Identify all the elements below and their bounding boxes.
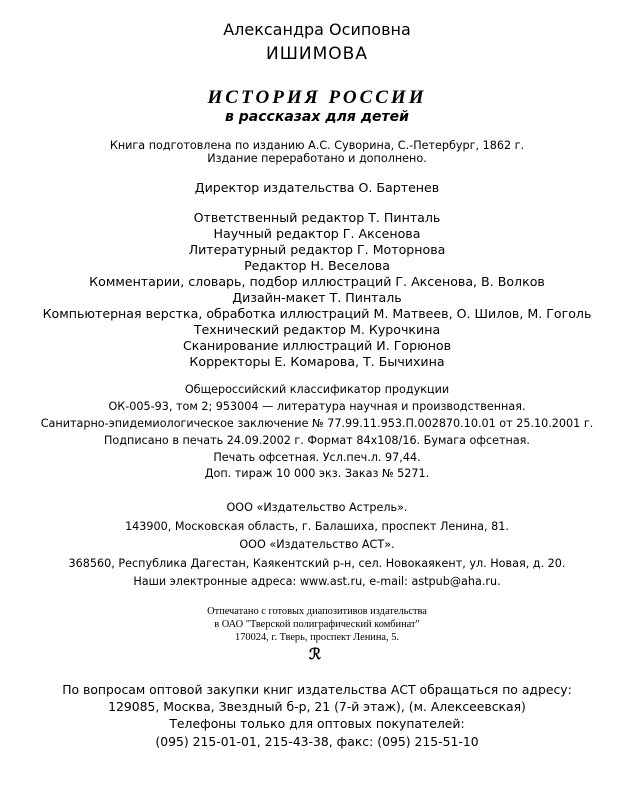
classification-line: Печать офсетная. Усл.печ.л. 97,44. [213,451,421,464]
staff-credit: Литературный редактор Г. Моторнова [188,242,446,257]
printing-line: 170024, г. Тверь, проспект Ленина, 5. [235,632,399,643]
staff-credit: Корректоры Е. Комарова, Т. Бычихина [189,354,445,369]
printing-line: в ОАО "Тверской полиграфический комбинат" [214,619,420,630]
staff-credit: Редактор Н. Веселова [244,258,390,273]
publisher-line: ООО «Издательство Астрель». [226,501,408,514]
wholesale-line: По вопросам оптовой закупки книг издательства АСТ обращаться по адресу: [62,682,572,697]
printing-line: Отпечатано с готовых диапозитивов издательства [207,606,427,617]
staff-credit: Ответственный редактор Т. Пинталь [193,210,441,225]
author-surname: ИШИМОВА [266,44,368,64]
staff-credit: Сканирование иллюстраций И. Горюнов [182,338,452,353]
edition-note-line: Книга подготовлена по изданию А.С. Суворина, С.-Петербург, 1862 г. [109,139,525,152]
publisher-line: 368560, Республика Дагестан, Каякентский р-н, сел. Новокаякент, ул. Новая, д. 20. [68,557,566,570]
wholesale-line: Телефоны только для оптовых покупателей: [169,716,465,731]
classification-line: Доп. тираж 10 000 экз. Заказ № 5271. [204,467,430,480]
classification-line: Общероссийский классификатор продукции [184,383,450,396]
classification-line: Санитарно-эпидемиологическое заключение № 77.99.11.953.П.002870.10.01 от 25.10.2001 г. [40,417,594,430]
publisher-line: ООО «Издательство АСТ». [239,538,395,551]
staff-credit: Технический редактор М. Курочкина [193,322,441,337]
staff-credit: Научный редактор Г. Аксенова [213,226,421,241]
wholesale-line: 129085, Москва, Звездный б-р, 21 (7-й этаж), (м. Алексеевская) [108,699,526,714]
staff-credit: Компьютерная верстка, обработка иллюстраций М. Матвеев, О. Шилов, М. Гоголь [42,306,592,321]
book-subtitle: в рассказах для детей [225,109,409,125]
publisher-line: Наши электронные адреса: www.ast.ru, e-mail: astpub@aha.ru. [133,575,501,588]
edition-note-line: Издание переработано и дополнено. [207,152,427,165]
book-title: ИСТОРИЯ РОССИИ [207,87,427,108]
wholesale-phones: (095) 215-01-01, 215-43-38, факс: (095) 215-51-10 [155,734,479,749]
director-credit: Директор издательства О. Бартенев [194,180,440,195]
publisher-line: 143900, Московская область, г. Балашиха, проспект Ленина, 81. [125,520,509,533]
printer-logo: ℛ [309,645,321,663]
classification-line: ОК-005-93, том 2; 953004 — литература научная и производственная. [108,400,526,413]
author-name: Александра Осиповна [223,20,411,39]
classification-line: Подписано в печать 24.09.2002 г. Формат 84х108/16. Бумага офсетная. [104,434,530,447]
staff-credit: Комментарии, словарь, подбор иллюстраций Г. Аксенова, В. Волков [89,274,545,289]
staff-credit: Дизайн-макет Т. Пинталь [232,290,402,305]
